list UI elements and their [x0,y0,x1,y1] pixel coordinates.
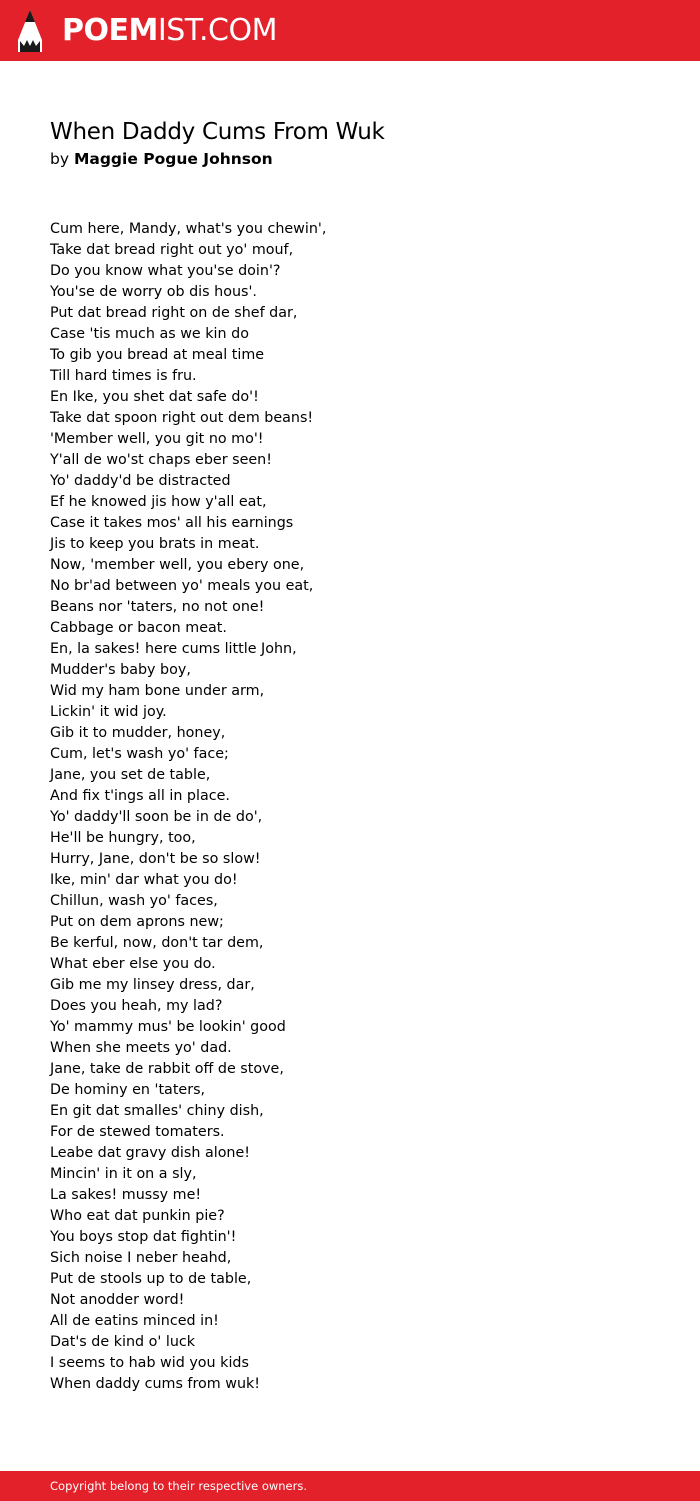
poem-line: Now, 'member well, you ebery one, [50,557,305,573]
poem-line: Sich noise I neber heahd, [50,1250,232,1266]
poem-byline [50,149,273,169]
poem-line: What eber else you do. [50,956,216,972]
poem-line: All de eatins minced in! [50,1313,219,1329]
by-label: by [50,150,70,168]
poem-line: Till hard times is fru. [50,368,197,384]
poem-line: And fix t'ings all in place. [50,788,230,804]
site-header [0,0,700,61]
poem-line: Does you heah, my lad? [50,998,223,1014]
poem-line: Wid my ham bone under arm, [50,683,265,699]
poem-title: When Daddy Cums From Wuk [50,119,385,145]
poem-line: Jane, you set de table, [50,767,211,783]
poem-line: Do you know what you'se doin'? [50,263,281,279]
copyright-notice: Copyright belong to their respective owners. [50,1479,308,1493]
logo-light-text: IST.COM [157,13,277,48]
poem-line: Not anodder word! [50,1292,185,1308]
poem-line: Hurry, Jane, don't be so slow! [50,851,261,867]
poem-line: To gib you bread at meal time [50,347,265,363]
poem-line: Y'all de wo'st chaps eber seen! [50,452,272,468]
poem-line: Dat's de kind o' luck [50,1334,196,1350]
poem-line: Ike, min' dar what you do! [50,872,238,888]
poem-line: Ef he knowed jis how y'all eat, [50,494,267,510]
logo-bold-text: POEM [62,13,158,48]
poem-line: Gib me my linsey dress, dar, [50,977,255,993]
poem-line: He'll be hungry, too, [50,830,196,846]
poem-line: Jis to keep you brats in meat. [50,536,260,552]
pencil-tip-icon [18,10,42,52]
site-logo[interactable] [62,12,277,50]
poem-line: Mudder's baby boy, [50,662,191,678]
poem-line: La sakes! mussy me! [50,1187,202,1203]
poem-line: Take dat bread right out yo' mouf, [50,242,294,258]
poem-body [50,219,670,1395]
poem-line: Who eat dat punkin pie? [50,1208,225,1224]
poem-line: Leabe dat gravy dish alone! [50,1145,251,1161]
poem-line: Case it takes mos' all his earnings [50,515,294,531]
poem-line: Put de stools up to de table, [50,1271,252,1287]
poem-line: You boys stop dat fightin'! [50,1229,237,1245]
poem-line: Yo' mammy mus' be lookin' good [50,1019,286,1035]
poem-line: Yo' daddy'd be distracted [50,473,231,489]
poem-line: Cum here, Mandy, what's you chewin', [50,221,327,237]
poem-line: Beans nor 'taters, no not one! [50,599,265,615]
poem-line: Gib it to mudder, honey, [50,725,226,741]
poem-line: Cabbage or bacon meat. [50,620,227,636]
poem-line: Put on dem aprons new; [50,914,224,930]
poem-line: You'se de worry ob dis hous'. [50,284,257,300]
poem-line: For de stewed tomaters. [50,1124,225,1140]
poem-line: When daddy cums from wuk! [50,1376,261,1392]
poem-line: When she meets yo' dad. [50,1040,232,1056]
poem-line: Jane, take de rabbit off de stove, [50,1061,284,1077]
poem-line: Mincin' in it on a sly, [50,1166,197,1182]
poem-line: No br'ad between yo' meals you eat, [50,578,314,594]
poem-line: Cum, let's wash yo' face; [50,746,229,762]
poem-line: Take dat spoon right out dem beans! [50,410,314,426]
poem-line: En git dat smalles' chiny dish, [50,1103,264,1119]
poem-line: Case 'tis much as we kin do [50,326,249,342]
poem-author: Maggie Pogue Johnson [73,150,273,168]
poem-line: De hominy en 'taters, [50,1082,206,1098]
poem-line: Be kerful, now, don't tar dem, [50,935,264,951]
site-footer [0,1471,700,1501]
poem-line: Yo' daddy'll soon be in de do', [50,809,263,825]
poem-line: I seems to hab wid you kids [50,1355,249,1371]
poem-line: En Ike, you shet dat safe do'! [50,389,259,405]
poem-line: Chillun, wash yo' faces, [50,893,218,909]
poem-line: Put dat bread right on de shef dar, [50,305,298,321]
poem-line: 'Member well, you git no mo'! [50,431,264,447]
poem-line: Lickin' it wid joy. [50,704,167,720]
poem-line: En, la sakes! here cums little John, [50,641,297,657]
